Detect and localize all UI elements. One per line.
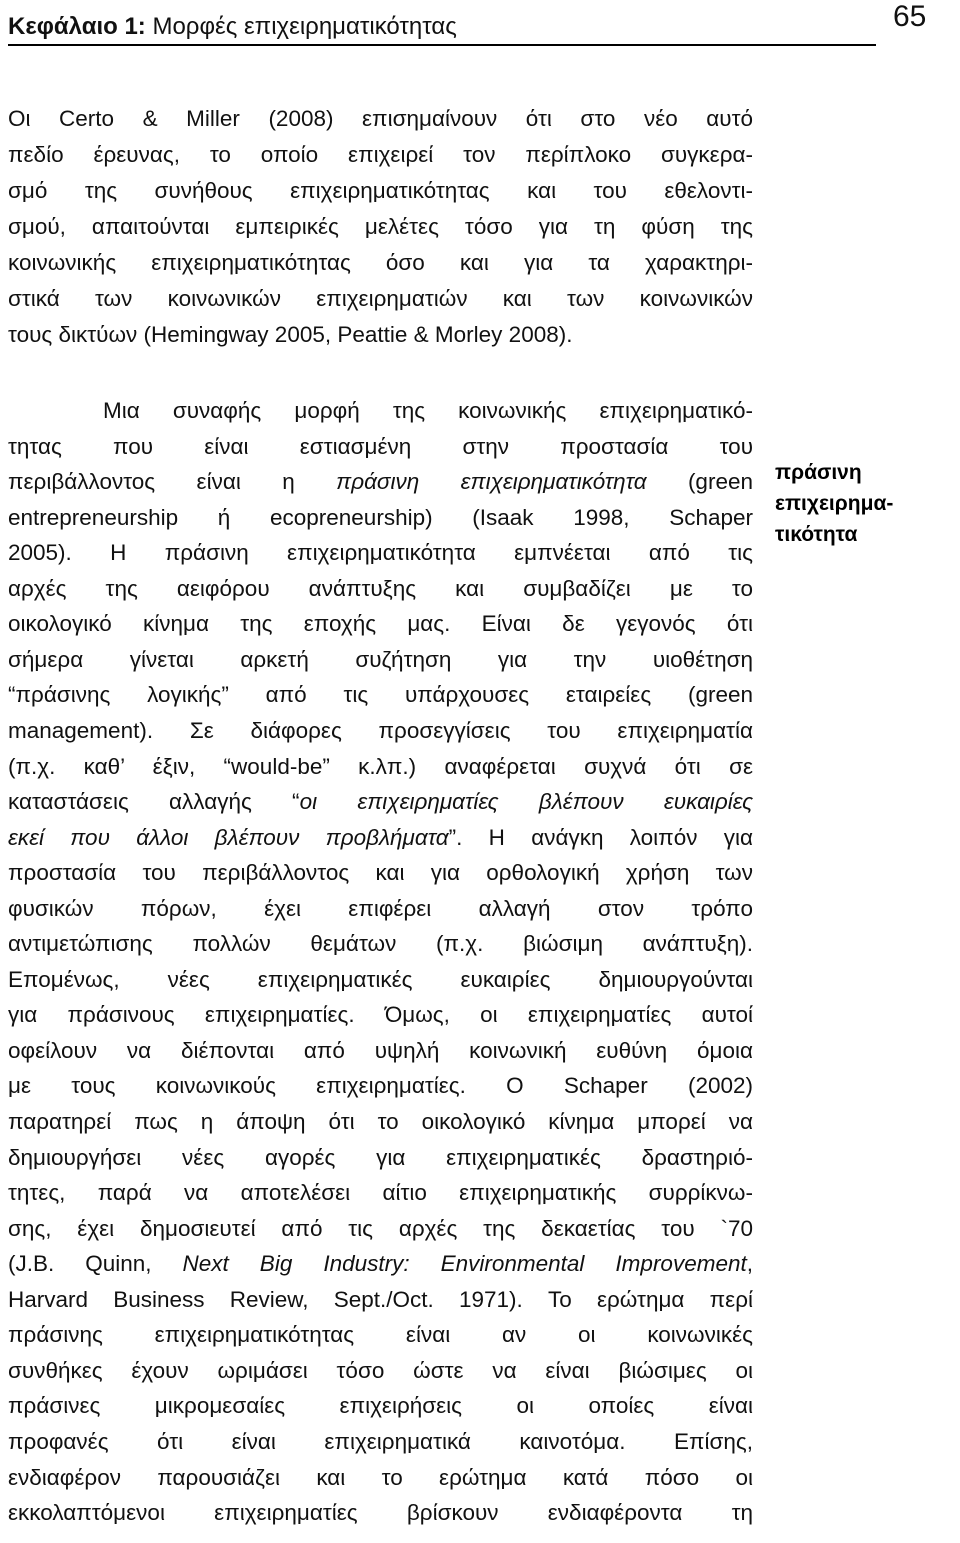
text-segment: περιβάλλοντος είναι η [8,469,337,495]
text-line [8,820,753,856]
text-segment: 2005). Η πράσινη επιχειρηματικότητα εμπνέεται από τις [8,540,753,566]
chapter-title [8,12,457,42]
text-line [8,1211,753,1247]
text-line: σμό της συνήθους επιχειρηματικότητας και του εθελοντι- [8,178,753,204]
margin-note-line: επιχειρημα- [775,492,894,515]
text-line [8,1388,753,1424]
italic-text: Next Big Industry: Environmental Improvement [182,1251,747,1277]
text-line [8,464,753,500]
text-segment: συνθήκες έχουν ωριμάσει τόσο ώστε να είναι βιώσιμες οι [8,1357,753,1383]
text-line [8,571,753,607]
text-segment: ενδιαφέρον παρουσιάζει και το ερώτημα κατά πόσο οι [8,1464,753,1490]
text-line [8,1175,753,1211]
margin-note-line: πράσινη [775,461,862,484]
text-segment: σήμερα γίνεται αρκετή συζήτηση για την υιοθέτηση [8,646,753,672]
text-segment: Μια συναφής μορφή της κοινωνικής επιχειρηματικό- [103,398,753,423]
text-line [8,677,753,713]
page-number: 65 [893,0,927,33]
text-segment: τητες, παρά να αποτελέσει αίτιο επιχειρηματικής συρρίκνω- [8,1180,753,1206]
text-segment: Harvard Business Review, Sept./Oct. 1971). Το ερώτημα περί [8,1286,753,1312]
text-line [8,1317,753,1353]
text-line: σμού, απαιτούνται εμπειρικές μελέτες τόσο για τη φύση της [8,214,753,240]
text-segment: αρχές της αειφόρου ανάπτυξης και συμβαδίζει με το [8,575,753,601]
running-header [8,0,876,46]
text-segment: (π.χ. καθ’ έξιν, “would-be” κ.λπ.) αναφέρεται συχνά ότι σε [8,753,753,779]
text-segment: για πράσινους επιχειρηματίες. Όμως, οι επιχειρηματίες αυτοί [8,1002,753,1028]
text-segment: πράσινες μικρομεσαίες επιχειρήσεις οι οποίες είναι [8,1393,753,1419]
text-line [8,1246,753,1282]
text-line [8,1140,753,1176]
text-line [8,749,753,785]
text-segment: , [746,1251,753,1277]
text-line [8,642,753,678]
text-segment: σης, έχει δημοσιευτεί από τις αρχές της δεκαετίας του `70 [8,1215,753,1241]
text-line [8,535,753,571]
chapter-label: Κεφάλαιο 1: [8,13,146,40]
text-segment: (J.B. Quinn, [8,1251,183,1277]
text-segment: φυσικών πόρων, έχει επιφέρει αλλαγή στον τρόπο [8,895,753,921]
text-line [8,500,753,536]
text-line: κοινωνικής επιχειρηματικότητας όσο και για τα χαρακτηρι- [8,250,753,276]
text-line: στικά των κοινωνικών επιχειρηματιών και των κοινωνικών [8,286,753,312]
text-segment: “πράσινης λογικής” από τις υπάρχουσες εταιρείες (green [8,682,753,708]
text-line: Οι Certo & Miller (2008) επισημαίνουν ότι στο νέο αυτό [8,106,753,131]
text-line [8,1424,753,1460]
text-segment: Επομένως, νέες επιχειρηματικές ευκαιρίες δημιουργούνται [8,966,753,992]
text-line [8,1282,753,1318]
text-line [8,713,753,749]
text-segment: καταστάσεις αλλαγής “ [8,789,300,815]
text-line [8,891,753,927]
chapter-name: Μορφές επιχειρηματικότητας [145,13,457,40]
text-segment: με τους κοινωνικούς επιχειρηματίες. Ο Schaper (2002) [8,1073,753,1099]
text-segment: οφείλουν να διέπονται από υψηλή κοινωνική ευθύνη όμοια [8,1037,753,1063]
text-segment: entrepreneurship ή ecopreneurship) (Isaak 1998, Schaper [8,504,753,530]
text-line [8,962,753,998]
text-line: πεδίο έρευνας, το οποίο επιχειρεί τον περίπλοκο συγκερα- [8,142,753,168]
text-line [8,1033,753,1069]
text-line [8,429,753,465]
text-line [8,1104,753,1140]
text-segment: management). Σε διάφορες προσεγγίσεις του επιχειρηματία [8,717,753,743]
text-line [8,926,753,962]
text-line [8,1460,753,1496]
text-segment: προστασία του περιβάλλοντος και για ορθολογική χρήση των [8,860,753,886]
text-line: τους δικτύων (Hemingway 2005, Peattie & Morley 2008). [8,322,573,348]
text-segment: ”. Η ανάγκη λοιπόν για [448,824,753,850]
text-segment: προφανές ότι είναι επιχειρηματικά καινοτόμα. Επίσης, [8,1428,753,1454]
text-line [8,855,753,891]
text-line [8,1068,753,1104]
text-segment: αντιμετώπισης πολλών θεμάτων (π.χ. βιώσιμη ανάπτυξη). [8,931,753,957]
text-segment: (green [646,469,753,495]
italic-text: οι επιχειρηματίες βλέπουν ευκαιρίες [299,789,753,815]
text-segment: οικολογικό κίνημα της εποχής μας. Είναι δε γεγονός ότι [8,611,753,637]
text-line [8,784,753,820]
text-line [8,1353,753,1389]
text-segment: τητας που είναι εστιασμένη στην προστασία του [8,433,753,459]
italic-text: πράσινη επιχειρηματικότητα [336,469,647,495]
italic-text: εκεί που άλλοι βλέπουν προβλήματα [8,824,449,850]
margin-note-line: τικότητα [775,523,858,546]
text-line [8,606,753,642]
text-segment: εκκολαπτόμενοι επιχειρηματίες βρίσκουν ενδιαφέροντα τη [8,1500,753,1526]
text-segment: πράσινης επιχειρηματικότητας είναι αν οι κοινωνικές [8,1322,753,1348]
text-line [8,1495,753,1531]
text-segment: δημιουργήσει νέες αγορές για επιχειρηματικές δραστηριό- [8,1144,753,1170]
margin-note [775,457,955,550]
text-line [8,997,753,1033]
text-line [8,393,753,429]
text-segment: παρατηρεί πως η άποψη ότι το οικολογικό κίνημα μπορεί να [8,1109,753,1134]
